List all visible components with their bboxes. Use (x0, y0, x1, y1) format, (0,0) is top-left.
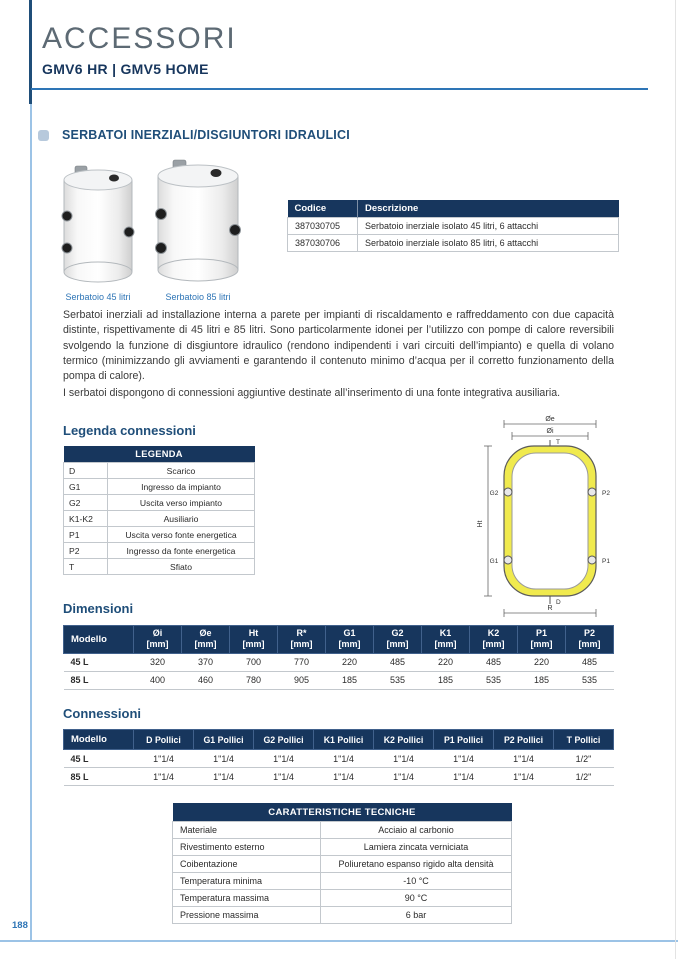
connection-port-icon (62, 243, 72, 253)
table-row (173, 873, 512, 890)
connection-port-icon (62, 211, 72, 221)
diagram-label-r: R (547, 605, 553, 612)
col-unit: [mm] (386, 639, 409, 650)
connection-port-icon (124, 227, 134, 237)
dimensions-heading: Dimensioni (63, 601, 134, 616)
table-row (173, 839, 512, 856)
description-paragraph: Serbatoi inerziali ad installazione interna a parete per impianti di riscaldamento e raffreddamento con due capacità distinte, rispettivamente di 45 litri e 85 litri. Sono particolarmente idonei per l’utilizzo con pompe di calore reversibili svolgendo la funzione di disgiuntore idraulico (rendono indipendenti i vari circuiti dell’impianto) e quella di volano termico (minimizzando gli avviamenti e garantendo il contenuto minimo d’acqua per il corretto funzionamento della pompa di calore). (63, 309, 614, 382)
cell: 780 (230, 671, 278, 689)
codes-col-codice: Codice (288, 200, 358, 218)
table-row (64, 543, 255, 559)
diagram-label-t: T (556, 439, 560, 446)
table-row (173, 856, 512, 873)
tank-labels (60, 292, 242, 302)
diagram-label-ht: Ht (477, 520, 484, 528)
page-subtitle: GMV6 HR | GMV5 HOME (42, 61, 209, 77)
left-accent-line (30, 0, 32, 941)
cell: 220 (326, 653, 374, 671)
cell: 1"1/4 (134, 750, 194, 768)
col-r (278, 626, 326, 654)
legend-value: Uscita verso impianto (108, 495, 255, 511)
port-g2-icon (504, 488, 512, 496)
tank-45-label: Serbatoio 45 litri (65, 292, 131, 302)
char-key: Materiale (173, 822, 321, 839)
legend-heading: Legenda connessioni (63, 423, 196, 438)
cell: 905 (278, 671, 326, 689)
col-p2 (566, 626, 614, 654)
diagram-label-g2: G2 (489, 490, 499, 497)
col-k1 (422, 626, 470, 654)
legend-key: G2 (64, 495, 108, 511)
cell: 1"1/4 (314, 750, 374, 768)
legend-value: Ingresso da impianto (108, 479, 255, 495)
table-header-row (64, 446, 255, 463)
tank-body (158, 176, 238, 270)
table-row (173, 822, 512, 839)
col-d: D Pollici (134, 730, 194, 750)
cell: 320 (134, 653, 182, 671)
cell: 535 (374, 671, 422, 689)
description-cell: Serbatoio inerziale isolato 45 litri, 6 attacchi (358, 218, 619, 235)
col-unit: [mm] (434, 639, 457, 650)
codes-table (287, 200, 619, 252)
col-ht (230, 626, 278, 654)
col-g2 (374, 626, 422, 654)
col-unit: [mm] (482, 639, 505, 650)
technical-characteristics-table (172, 803, 512, 924)
cell: 535 (566, 671, 614, 689)
cell: 1"1/4 (494, 750, 554, 768)
port-p2-icon (588, 488, 596, 496)
col-g1: G1 Pollici (194, 730, 254, 750)
table-row (64, 559, 255, 575)
legend-table-title: LEGENDA (64, 446, 255, 463)
cell-model: 45 L (64, 653, 134, 671)
cell: 1"1/4 (254, 750, 314, 768)
cell: 535 (470, 671, 518, 689)
cell: 185 (518, 671, 566, 689)
cell: 1"1/4 (374, 750, 434, 768)
col-modello: Modello (64, 730, 134, 750)
cell: 1"1/4 (194, 768, 254, 786)
cell: 220 (422, 653, 470, 671)
char-key: Rivestimento esterno (173, 839, 321, 856)
diagram-label-oi: Øi (546, 428, 554, 435)
char-value: 90 °C (321, 890, 512, 907)
col-label: K1 (439, 628, 452, 638)
legend-key: T (64, 559, 108, 575)
tank-body (64, 180, 132, 272)
char-key: Temperatura minima (173, 873, 321, 890)
tank-bottom (64, 262, 132, 282)
col-k1: K1 Pollici (314, 730, 374, 750)
col-label: Øe (199, 628, 212, 638)
col-oe (182, 626, 230, 654)
col-label: Ht (248, 628, 259, 638)
cell: 485 (566, 653, 614, 671)
connection-port-icon (109, 175, 119, 182)
legend-value: Ausiliario (108, 511, 255, 527)
table-row (288, 235, 619, 252)
legend-key: D (64, 463, 108, 479)
table-row (64, 527, 255, 543)
table-header-row (64, 626, 614, 654)
col-unit: [mm] (242, 639, 265, 650)
cell-model: 45 L (64, 750, 134, 768)
col-p1 (518, 626, 566, 654)
cell: 485 (470, 653, 518, 671)
col-t: T Pollici (554, 730, 614, 750)
col-label: Øi (152, 628, 163, 638)
connection-port-icon (211, 169, 222, 177)
cell: 1"1/4 (434, 750, 494, 768)
table-header-row (288, 200, 619, 218)
char-value: 6 bar (321, 907, 512, 924)
cell: 185 (422, 671, 470, 689)
tank-bottom (158, 259, 238, 281)
codes-col-descrizione: Descrizione (358, 200, 619, 218)
cell: 1"1/4 (314, 768, 374, 786)
section-bullet-icon (38, 130, 49, 141)
cell: 370 (182, 653, 230, 671)
page-header (42, 22, 237, 77)
legend-value: Uscita verso fonte energetica (108, 527, 255, 543)
cell: 185 (326, 671, 374, 689)
cell: 770 (278, 653, 326, 671)
table-header-row (173, 803, 512, 822)
tank-top (64, 170, 132, 190)
table-row (64, 768, 614, 786)
port-g1-icon (504, 556, 512, 564)
section-title: SERBATOI INERZIALI/DISGIUNTORI IDRAULICI (62, 128, 350, 142)
header-rule (31, 88, 648, 90)
col-label: R* (296, 628, 307, 638)
table-header-row (64, 730, 614, 750)
page-number: 188 (12, 920, 28, 931)
col-k2: K2 Pollici (374, 730, 434, 750)
col-unit: [mm] (194, 639, 217, 650)
legend-key: P2 (64, 543, 108, 559)
table-row (64, 671, 614, 689)
description-paragraph: I serbatoi dispongono di connessioni aggiuntive destinate all’inserimento di una fonte integrativa ausiliaria. (63, 387, 561, 400)
legend-value: Scarico (108, 463, 255, 479)
tank-inner-outline (512, 453, 588, 589)
table-row (288, 218, 619, 235)
col-unit: [mm] (338, 639, 361, 650)
table-row (173, 890, 512, 907)
table-row (64, 750, 614, 768)
right-edge-line (675, 0, 676, 959)
diagram-label-p2: P2 (602, 490, 610, 497)
col-p2: P2 Pollici (494, 730, 554, 750)
connections-table (63, 729, 614, 786)
cell: 1/2" (554, 750, 614, 768)
tank-85-label: Serbatoio 85 litri (165, 292, 231, 302)
col-label: P1 (535, 628, 547, 638)
cell: 700 (230, 653, 278, 671)
table-row (64, 511, 255, 527)
legend-table (63, 446, 255, 575)
diagram-label-oe: Øe (545, 416, 555, 423)
cell: 1"1/4 (254, 768, 314, 786)
col-oi (134, 626, 182, 654)
connection-port-icon (230, 225, 241, 236)
dimensions-table (63, 625, 614, 690)
char-key: Temperatura massima (173, 890, 321, 907)
code-cell: 387030706 (288, 235, 358, 252)
bottom-accent-line (0, 940, 678, 942)
tank-45-image (60, 164, 136, 288)
char-value: Lamiera zincata verniciata (321, 839, 512, 856)
col-modello: Modello (64, 626, 134, 654)
char-value: Acciaio al carbonio (321, 822, 512, 839)
tank-top (158, 165, 238, 187)
legend-key: K1-K2 (64, 511, 108, 527)
cell: 1"1/4 (434, 768, 494, 786)
tank-technical-diagram (474, 412, 626, 620)
description-cell: Serbatoio inerziale isolato 85 litri, 6 attacchi (358, 235, 619, 252)
cell-model: 85 L (64, 768, 134, 786)
port-p1-icon (588, 556, 596, 564)
col-label: G2 (391, 628, 404, 638)
legend-value: Sfiato (108, 559, 255, 575)
col-p1: P1 Pollici (434, 730, 494, 750)
diagram-label-g1: G1 (489, 558, 499, 565)
connection-port-icon (156, 209, 167, 220)
char-key: Pressione massima (173, 907, 321, 924)
connection-port-icon (156, 243, 167, 254)
tank-85-image (154, 158, 242, 288)
cell: 1/2" (554, 768, 614, 786)
table-row (173, 907, 512, 924)
product-description (63, 308, 614, 402)
cell: 1"1/4 (134, 768, 194, 786)
diagram-label-p1: P1 (602, 558, 610, 565)
characteristics-title: CARATTERISTICHE TECNICHE (173, 803, 512, 822)
page-title: ACCESSORI (42, 22, 237, 55)
char-value: Poliuretano espanso rigido alta densità (321, 856, 512, 873)
table-row (64, 463, 255, 479)
section-header (38, 128, 350, 142)
cell: 1"1/4 (374, 768, 434, 786)
cell: 400 (134, 671, 182, 689)
col-k2 (470, 626, 518, 654)
tank-images (60, 158, 242, 288)
col-unit: [mm] (146, 639, 169, 650)
cell-model: 85 L (64, 671, 134, 689)
table-row (64, 653, 614, 671)
col-unit: [mm] (290, 639, 313, 650)
diagram-label-d: D (556, 599, 561, 606)
cell: 485 (374, 653, 422, 671)
col-label: P2 (583, 628, 595, 638)
cell: 460 (182, 671, 230, 689)
cell: 1"1/4 (494, 768, 554, 786)
table-row (64, 479, 255, 495)
col-g2: G2 Pollici (254, 730, 314, 750)
col-label: K2 (487, 628, 500, 638)
cell: 220 (518, 653, 566, 671)
col-label: G1 (343, 628, 356, 638)
col-unit: [mm] (578, 639, 601, 650)
table-row (64, 495, 255, 511)
col-g1 (326, 626, 374, 654)
char-key: Coibentazione (173, 856, 321, 873)
code-cell: 387030705 (288, 218, 358, 235)
connections-heading: Connessioni (63, 706, 142, 721)
legend-key: G1 (64, 479, 108, 495)
char-value: -10 °C (321, 873, 512, 890)
legend-key: P1 (64, 527, 108, 543)
legend-value: Ingresso da fonte energetica (108, 543, 255, 559)
col-unit: [mm] (530, 639, 553, 650)
cell: 1"1/4 (194, 750, 254, 768)
